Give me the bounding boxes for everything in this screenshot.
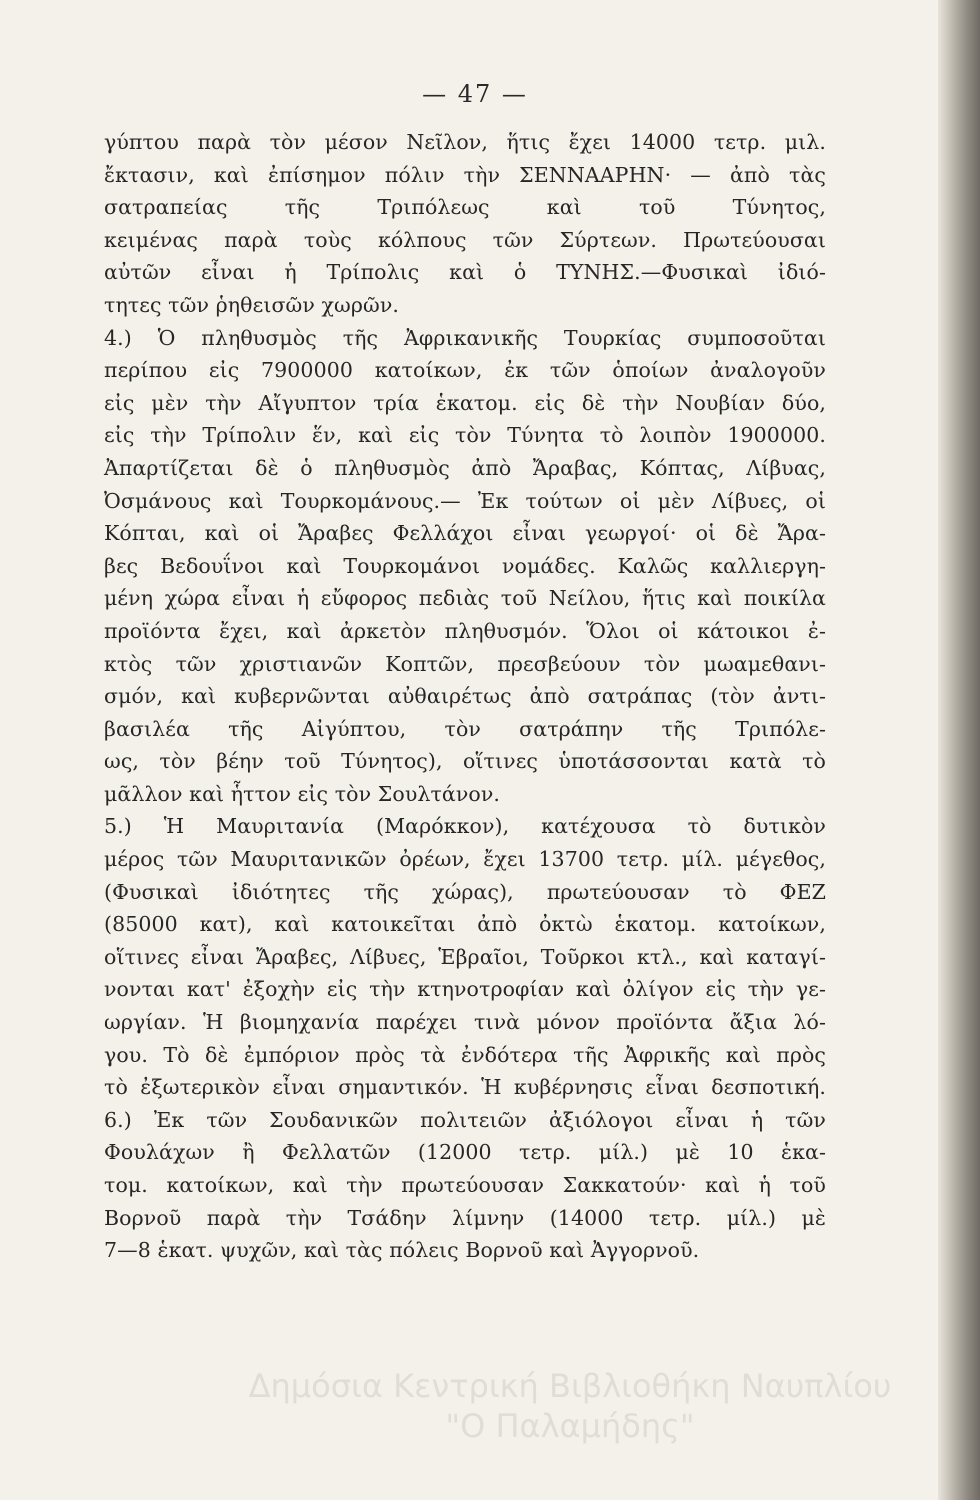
text-line: Φουλάχων ἢ Φελλατῶν (12000 τετρ. μίλ.) μὲ 10 ἑκα-: [104, 1140, 826, 1165]
text-line: 7—8 ἑκατ. ψυχῶν, καὶ τὰς πόλεις Βορνοῦ καὶ Ἀγγορνοῦ.: [104, 1238, 700, 1263]
text-line: γου. Τὸ δὲ ἐμπόριον πρὸς τὰ ἐνδότερα τῆς Ἀφρικῆς καὶ πρὸς: [104, 1042, 826, 1067]
book-spine-shadow: [938, 0, 980, 1500]
text-line: (Φυσικαὶ ἰδιότητες τῆς χώρας), πρωτεύουσαν τὸ ΦΕΖ: [104, 879, 826, 904]
text-line: τομ. κατοίκων, καὶ τὴν πρωτεύουσαν Σακκατούν· καὶ ἡ τοῦ: [104, 1173, 826, 1197]
watermark-line-2: "Ο Παλαμήδης": [445, 1407, 695, 1445]
text-line: 6.) Ἐκ τῶν Σουδανικῶν πολιτειῶν ἀξιόλογοι εἶναι ἡ τῶν: [104, 1107, 826, 1132]
text-line: εἰς μὲν τὴν Αἴγυπτον τρία ἑκατομ. εἰς δὲ τὴν Νουβίαν δύο,: [104, 390, 826, 415]
text-line: μέρος τῶν Μαυριτανικῶν ὀρέων, ἔχει 13700 τετρ. μίλ. μέγεθος,: [104, 847, 826, 872]
text-line: σμόν, καὶ κυβερνῶνται αὐθαιρέτως ἀπὸ σατράπας (τὸν ἀντι-: [104, 684, 826, 709]
text-line: βασιλέα τῆς Αἰγύπτου, τὸν σατράπην τῆς Τριπόλε-: [104, 716, 826, 741]
text-line: κτὸς τῶν χριστιανῶν Κοπτῶν, πρεσβεύουν τὸν μωαμεθανι-: [104, 651, 826, 676]
text-line: εἰς τὴν Τρίπολιν ἕν, καὶ εἰς τὸν Τύνητα τὸ λοιπὸν 1900000.: [104, 423, 826, 448]
text-line: Κόπται, καὶ οἱ Ἄραβες Φελλάχοι εἶναι γεωργοί· οἱ δὲ Ἄρα-: [104, 521, 826, 546]
watermark-line-1: Δημόσια Κεντρική Βιβλιοθήκη Ναυπλίου: [248, 1367, 892, 1405]
text-line: (85000 κατ), καὶ κατοικεῖται ἀπὸ ὀκτὼ ἑκατομ. κατοίκων,: [104, 912, 826, 937]
text-line: ωργίαν. Ἡ βιομηχανία παρέχει τινὰ μόνον προϊόντα ἄξια λό-: [104, 1010, 826, 1035]
text-line: νονται κατ' ἐξοχὴν εἰς τὴν κτηνοτροφίαν καὶ ὀλίγον εἰς τὴν γε-: [104, 977, 826, 1002]
text-line: Ὀσμάνους καὶ Τουρκομάνους.— Ἐκ τούτων οἱ μὲν Λίβυες, οἱ: [104, 488, 826, 513]
body-text: [104, 126, 826, 1267]
text-line: Ἀπαρτίζεται δὲ ὁ πληθυσμὸς ἀπὸ Ἄραβας, Κόπτας, Λίβυας,: [104, 455, 826, 480]
text-line: περίπου εἰς 7900000 κατοίκων, ἐκ τῶν ὁποίων ἀναλογοῦν: [104, 358, 826, 383]
text-line: 5.) Ἡ Μαυριτανία (Μαρόκκον), κατέχουσα τὸ δυτικὸν: [104, 814, 826, 839]
text-line: ως, τὸν βέην τοῦ Τύνητος), οἵτινες ὑποτάσσονται κατὰ τὸ: [104, 749, 826, 774]
text-line: τὸ ἐξωτερικὸν εἶναι σημαντικόν. Ἡ κυβέρνησις εἶναι δεσποτική.: [104, 1075, 826, 1100]
text-line: αὐτῶν εἶναι ἡ Τρίπολις καὶ ὁ ΤΥΝΗΣ.—Φυσικαὶ ἰδιό-: [104, 260, 826, 285]
text-line: μᾶλλον καὶ ἧττον εἰς τὸν Σουλτάνον.: [104, 781, 501, 806]
text-line: βες Βεδουΐνοι καὶ Τουρκομάνοι νομάδες. Καλῶς καλλιεργη-: [104, 553, 826, 578]
text-line: τητες τῶν ῥηθεισῶν χωρῶν.: [104, 292, 400, 317]
text-line: γύπτου παρὰ τὸν μέσον Νεῖλον, ἥτις ἔχει 14000 τετρ. μιλ.: [104, 130, 826, 154]
text-line: μένη χώρα εἶναι ἡ εὔφορος πεδιὰς τοῦ Νείλου, ἥτις καὶ ποικίλα: [104, 586, 826, 611]
library-watermark: [150, 1366, 980, 1446]
text-line: ἔκτασιν, καὶ ἐπίσημον πόλιν τὴν ΣΕΝΝΑΑΡΗΝ· — ἀπὸ τὰς: [104, 162, 826, 187]
text-line: σατραπείας τῆς Τριπόλεως καὶ τοῦ Τύνητος,: [104, 195, 826, 220]
text-line: Βορνοῦ παρὰ τὴν Τσάδην λίμνην (14000 τετρ. μίλ.) μὲ: [104, 1205, 826, 1230]
text-line: κειμένας παρὰ τοὺς κόλπους τῶν Σύρτεων. Πρωτεύουσαι: [104, 227, 826, 252]
page-number: — 47 —: [422, 80, 528, 108]
text-line: οἵτινες εἶναι Ἄραβες, Λίβυες, Ἑβραῖοι, Τοῦρκοι κτλ., καὶ καταγί-: [104, 944, 826, 969]
text-line: 4.) Ὁ πληθυσμὸς τῆς Ἀφρικανικῆς Τουρκίας συμποσοῦται: [104, 325, 826, 350]
text-line: προϊόντα ἔχει, καὶ ἀρκετὸν πληθυσμόν. Ὅλοι οἱ κάτοικοι ἐ-: [104, 618, 826, 643]
